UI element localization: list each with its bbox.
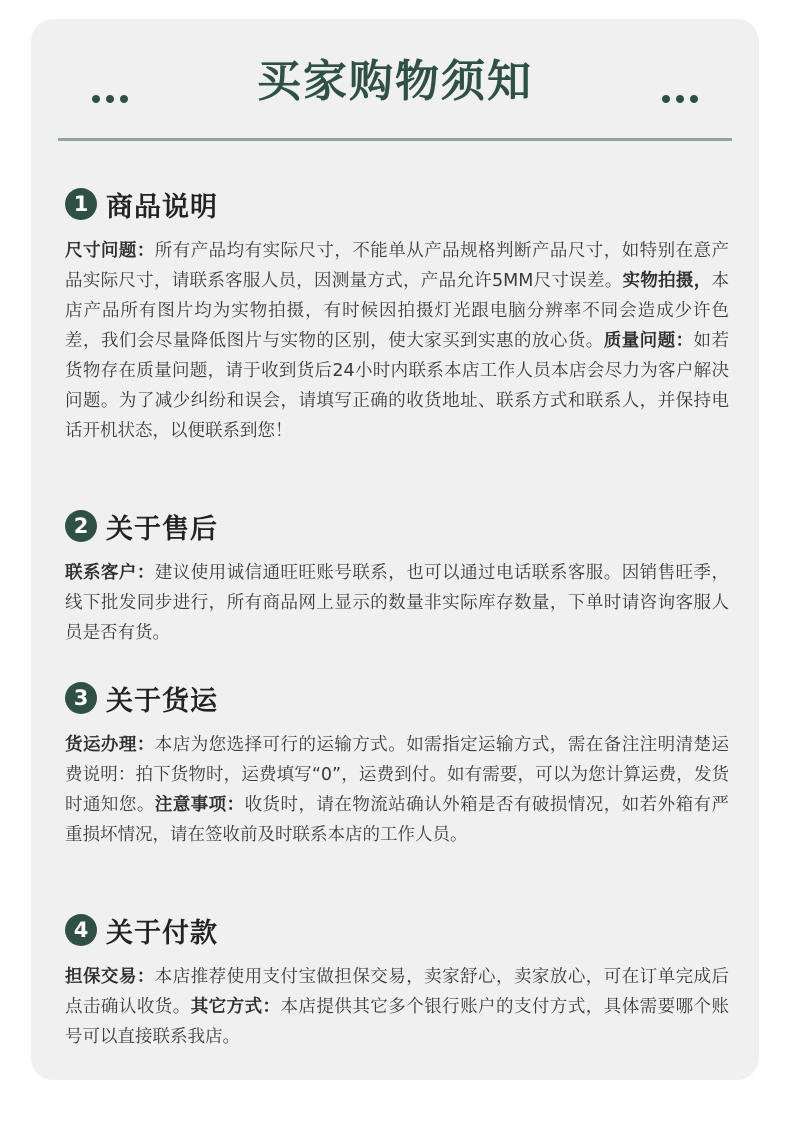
section-body xyxy=(65,730,729,850)
section-header xyxy=(65,506,729,546)
section-number-badge: 1 xyxy=(65,188,97,220)
section-header xyxy=(65,678,729,718)
term-label: 货运办理： xyxy=(65,735,155,755)
term-label: 质量问题： xyxy=(603,331,694,351)
section-shipping xyxy=(65,678,729,850)
section-payment xyxy=(65,910,729,1052)
section-number-badge: 2 xyxy=(65,510,97,542)
section-title: 商品说明 xyxy=(106,191,218,223)
term-text: 所有产品均有实际尺寸，不能单从产品规格判断产品尺寸，如特别在意产品实际尺寸，请联系客服人员，因测量方式，产品允许5MM尺寸误差。 xyxy=(65,241,730,291)
term-label: 实物拍摄， xyxy=(622,271,712,291)
term-label: 联系客户： xyxy=(65,563,155,583)
section-header xyxy=(65,910,729,950)
title-divider xyxy=(58,138,732,141)
term-text: 本店为您选择可行的运输方式。如需指定运输方式，需在备注注明清楚运费说明：拍下货物时，运费填写“0”，运费到付。如有需要，可以为您计算运费，发货时通知您。 xyxy=(65,735,730,815)
term-text: 建议使用诚信通旺旺账号联系，也可以通过电话联系客服。因销售旺季，线下批发同步进行，所有商品网上显示的数量非实际库存数量，下单时请咨询客服人员是否有货。 xyxy=(65,563,730,643)
section-after-sales xyxy=(65,506,729,648)
section-title: 关于货运 xyxy=(106,685,218,717)
section-body xyxy=(65,558,729,648)
section-number-badge: 3 xyxy=(65,682,97,714)
term-label: 注意事项： xyxy=(154,795,245,815)
section-product-info xyxy=(65,184,729,446)
section-number-badge: 4 xyxy=(65,914,97,946)
term-text: 本店提供其它多个银行账户的支付方式，具体需要哪个账号可以直接联系我店。 xyxy=(65,997,730,1047)
section-title: 关于付款 xyxy=(106,917,218,949)
term-text: 收货时，请在物流站确认外箱是否有破损情况，如若外箱有严重损坏情况，请在签收前及时联系本店的工作人员。 xyxy=(65,795,730,845)
term-label: 尺寸问题： xyxy=(65,241,155,261)
term-text: 本店推荐使用支付宝做担保交易，卖家舒心，卖家放心，可在订单完成后点击确认收货。 xyxy=(65,967,730,1017)
section-body xyxy=(65,236,729,446)
term-label: 其它方式： xyxy=(190,997,281,1017)
section-title: 关于售后 xyxy=(106,513,218,545)
section-header xyxy=(65,184,729,224)
term-text: 本店产品所有图片均为实物拍摄，有时候因拍摄灯光跟电脑分辨率不同会造成少许色差，我们会尽量降低图片与实物的区别，使大家买到实惠的放心货。 xyxy=(65,271,729,351)
term-label: 担保交易： xyxy=(65,967,155,987)
section-body xyxy=(65,962,729,1052)
page-title: 买家购物须知 xyxy=(257,56,533,107)
term-text: 如若货物存在质量问题，请于收到货后24小时内联系本店工作人员本店会尽力为客户解决问题。为了减少纠纷和误会，请填写正确的收货地址、联系方式和联系人，并保持电话开机状态，以便联系到您！ xyxy=(65,331,730,441)
